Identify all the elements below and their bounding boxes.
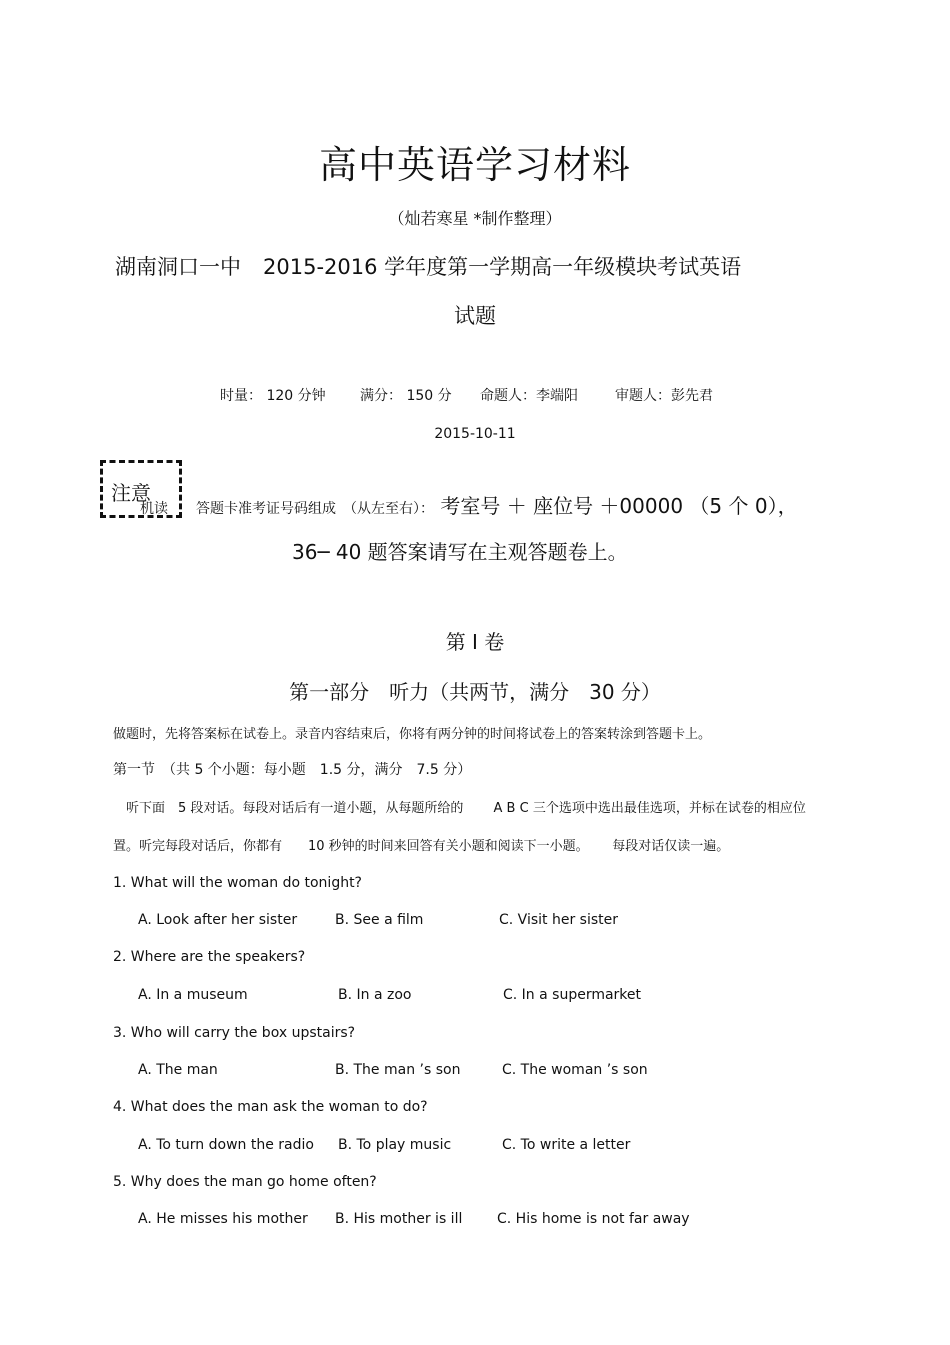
exam-year: 2015-2016 — [263, 255, 378, 279]
exam-title-rest: 学年度第一学期高一年级模块考试英语 — [384, 255, 742, 279]
question-1-option-c: C. Visit her sister — [499, 912, 618, 928]
question-5-option-b: B. His mother is ill — [335, 1211, 463, 1227]
question-4-option-c: C. To write a letter — [502, 1137, 631, 1153]
question-2-option-b: B. In a zoo — [338, 987, 412, 1003]
question-4-option-a: A. To turn down the radio — [138, 1137, 314, 1153]
notice-line-2: 36─ 40 题答案请写在主观答题卷上。 — [292, 540, 628, 564]
meta-duration: 时量： 120 分钟 — [220, 388, 326, 404]
exam-date: 2015-10-11 — [434, 426, 516, 442]
section-instructions-line-2: 置。听完每段对话后，你都有 10 秒钟的时间来回答有关小题和阅读下一小题。 每段对话仅读一遍。 — [113, 839, 730, 854]
section-instructions-line-1: 听下面 5 段对话。每段对话后有一道小题，从每题所给的 A B C 三个选项中选出最佳选项，并标在试卷的相应位 — [113, 801, 806, 816]
question-4-option-b: B. To play music — [338, 1137, 452, 1153]
question-2-option-a: A. In a museum — [138, 987, 248, 1003]
notice-line-1-small: 机读 答题卡准考证号码组成 （从左至右）： — [140, 501, 434, 517]
question-1-option-b: B. See a film — [335, 912, 424, 928]
notice-line-1-big: 考室号 ＋ 座位号 ＋00000 （5 个 0）， — [434, 494, 798, 518]
notice-label: 注意 — [111, 481, 151, 505]
exam-title-line-1 — [115, 251, 741, 281]
notice-line-1 — [140, 490, 798, 519]
meta-reviewer: 审题人：彭先君 — [615, 388, 713, 404]
compiler-note: （灿若寒星 *制作整理） — [388, 209, 562, 228]
question-3: 3. Who will carry the box upstairs? — [113, 1025, 356, 1041]
question-1: 1. What will the woman do tonight? — [113, 875, 362, 891]
question-5-option-c: C. His home is not far away — [497, 1211, 690, 1227]
exam-title-line-2: 试题 — [454, 304, 496, 328]
meta-setter: 命题人：李端阳 — [480, 388, 578, 404]
section-title: 第一节 （共 5 个小题：每小题 1.5 分，满分 7.5 分） — [113, 762, 472, 778]
question-2: 2. Where are the speakers? — [113, 949, 306, 965]
exam-meta — [220, 385, 713, 405]
question-1-option-a: A. Look after her sister — [138, 912, 298, 928]
general-instructions: 做题时，先将答案标在试卷上。录音内容结束后，你将有两分钟的时间将试卷上的答案转涂到答题卡上。 — [113, 727, 712, 742]
question-5-option-a: A. He misses his mother — [138, 1211, 308, 1227]
exam-school: 湖南洞口一中 — [115, 255, 241, 279]
question-3-option-c: C. The woman ’s son — [502, 1062, 648, 1078]
main-title: 高中英语学习材料 — [318, 143, 631, 187]
question-4: 4. What does the man ask the woman to do? — [113, 1099, 428, 1115]
volume-title: 第 I 卷 — [445, 630, 505, 654]
question-3-option-a: A. The man — [138, 1062, 218, 1078]
question-3-option-b: B. The man ’s son — [335, 1062, 461, 1078]
meta-full-score: 满分： 150 分 — [360, 388, 452, 404]
part-title: 第一部分 听力（共两节，满分 30 分） — [289, 680, 661, 704]
question-2-option-c: C. In a supermarket — [503, 987, 642, 1003]
question-5: 5. Why does the man go home often? — [113, 1174, 377, 1190]
